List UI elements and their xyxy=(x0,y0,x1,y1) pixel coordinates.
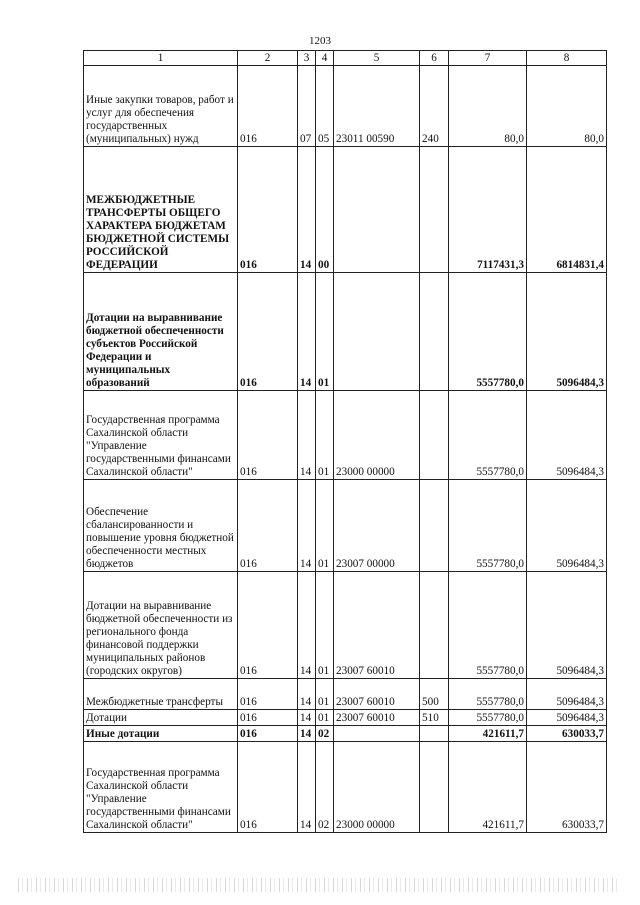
row-cell-8: 630033,7 xyxy=(527,742,607,833)
table-row xyxy=(84,679,607,710)
row-cell-7: 5557780,0 xyxy=(449,710,527,726)
header-cell: 7 xyxy=(449,51,527,66)
table-row xyxy=(84,726,607,742)
row-cell-6 xyxy=(420,742,449,833)
row-cell-3: 07 xyxy=(298,66,316,147)
row-cell-6: 240 xyxy=(420,66,449,147)
row-cell-4: 01 xyxy=(316,572,334,679)
row-cell-2: 016 xyxy=(238,480,298,572)
row-cell-7: 421611,7 xyxy=(449,726,527,742)
row-cell-2: 016 xyxy=(238,147,298,273)
table-row xyxy=(84,273,607,391)
row-cell-8: 630033,7 xyxy=(527,726,607,742)
row-cell-6 xyxy=(420,391,449,480)
row-cell-2: 016 xyxy=(238,726,298,742)
table-row xyxy=(84,391,607,480)
row-name-cell: Дотации xyxy=(84,710,238,726)
header-cell: 4 xyxy=(316,51,334,66)
budget-table xyxy=(83,50,607,833)
row-cell-4: 01 xyxy=(316,273,334,391)
row-cell-6 xyxy=(420,726,449,742)
row-name-cell: Иные дотации xyxy=(84,726,238,742)
row-name-cell: Межбюджетные трансферты xyxy=(84,679,238,710)
row-cell-4: 02 xyxy=(316,726,334,742)
row-cell-4: 01 xyxy=(316,391,334,480)
row-cell-2: 016 xyxy=(238,710,298,726)
row-cell-3: 14 xyxy=(298,391,316,480)
row-cell-5: 23000 00000 xyxy=(334,742,420,833)
header-cell: 2 xyxy=(238,51,298,66)
row-name-cell: Обеспечение сбалансированности и повышение уровня бюджетной обеспеченности местных бюджетов xyxy=(84,480,238,572)
row-cell-3: 14 xyxy=(298,147,316,273)
row-name-cell: Иные закупки товаров, работ и услуг для обеспечения государственных (муниципальных) нужд xyxy=(84,66,238,147)
row-cell-2: 016 xyxy=(238,273,298,391)
row-cell-2: 016 xyxy=(238,391,298,480)
row-cell-7: 421611,7 xyxy=(449,742,527,833)
row-cell-6 xyxy=(420,273,449,391)
row-cell-7: 80,0 xyxy=(449,66,527,147)
row-cell-5: 23007 60010 xyxy=(334,572,420,679)
row-cell-2: 016 xyxy=(238,572,298,679)
row-cell-4: 05 xyxy=(316,66,334,147)
row-cell-7: 5557780,0 xyxy=(449,480,527,572)
row-cell-6 xyxy=(420,147,449,273)
row-cell-8: 5096484,3 xyxy=(527,391,607,480)
row-cell-6: 510 xyxy=(420,710,449,726)
row-cell-3: 14 xyxy=(298,273,316,391)
row-cell-3: 14 xyxy=(298,726,316,742)
table-row xyxy=(84,480,607,572)
row-cell-8: 5096484,3 xyxy=(527,679,607,710)
header-cell: 6 xyxy=(420,51,449,66)
table-header-row xyxy=(84,51,607,66)
row-cell-2: 016 xyxy=(238,679,298,710)
row-cell-7: 5557780,0 xyxy=(449,273,527,391)
row-cell-4: 01 xyxy=(316,710,334,726)
row-cell-7: 5557780,0 xyxy=(449,572,527,679)
row-cell-7: 5557780,0 xyxy=(449,391,527,480)
row-cell-5: 23011 00590 xyxy=(334,66,420,147)
table-row xyxy=(84,572,607,679)
row-cell-3: 14 xyxy=(298,710,316,726)
row-cell-5: 23000 00000 xyxy=(334,391,420,480)
row-cell-4: 01 xyxy=(316,679,334,710)
table-row xyxy=(84,710,607,726)
row-cell-3: 14 xyxy=(298,480,316,572)
row-name-cell: Дотации на выравнивание бюджетной обеспеченности из регионального фонда финансовой поддержки муниципальных районов (городских округов) xyxy=(84,572,238,679)
row-name-cell: Государственная программа Сахалинской области "Управление государственными финансами Сахалинской области" xyxy=(84,391,238,480)
row-cell-7: 5557780,0 xyxy=(449,679,527,710)
table-row xyxy=(84,147,607,273)
row-cell-3: 14 xyxy=(298,742,316,833)
row-cell-5: 23007 60010 xyxy=(334,679,420,710)
row-cell-8: 5096484,3 xyxy=(527,480,607,572)
row-cell-3: 14 xyxy=(298,679,316,710)
row-cell-5 xyxy=(334,147,420,273)
row-cell-7: 7117431,3 xyxy=(449,147,527,273)
row-cell-8: 5096484,3 xyxy=(527,710,607,726)
row-cell-5: 23007 60010 xyxy=(334,710,420,726)
table-row xyxy=(84,742,607,833)
row-cell-2: 016 xyxy=(238,742,298,833)
row-cell-4: 00 xyxy=(316,147,334,273)
row-cell-4: 01 xyxy=(316,480,334,572)
row-cell-3: 14 xyxy=(298,572,316,679)
scan-noise xyxy=(18,878,618,892)
header-cell: 5 xyxy=(334,51,420,66)
table-row xyxy=(84,66,607,147)
row-cell-8: 5096484,3 xyxy=(527,273,607,391)
header-cell: 3 xyxy=(298,51,316,66)
row-name-cell: Государственная программа Сахалинской области "Управление государственными финансами Сахалинской области" xyxy=(84,742,238,833)
header-cell: 1 xyxy=(84,51,238,66)
page-number: 1203 xyxy=(309,35,331,47)
row-name-cell: МЕЖБЮДЖЕТНЫЕ ТРАНСФЕРТЫ ОБЩЕГО ХАРАКТЕРА БЮДЖЕТАМ БЮДЖЕТНОЙ СИСТЕМЫ РОССИЙСКОЙ ФЕДЕРАЦИИ xyxy=(84,147,238,273)
row-cell-6 xyxy=(420,572,449,679)
row-cell-8: 80,0 xyxy=(527,66,607,147)
row-cell-2: 016 xyxy=(238,66,298,147)
row-cell-4: 02 xyxy=(316,742,334,833)
row-cell-8: 5096484,3 xyxy=(527,572,607,679)
row-cell-8: 6814831,4 xyxy=(527,147,607,273)
row-cell-5: 23007 00000 xyxy=(334,480,420,572)
row-cell-6 xyxy=(420,480,449,572)
header-cell: 8 xyxy=(527,51,607,66)
row-cell-6: 500 xyxy=(420,679,449,710)
row-cell-5 xyxy=(334,273,420,391)
row-name-cell: Дотации на выравнивание бюджетной обеспеченности субъектов Российской Федерации и муниципальных образований xyxy=(84,273,238,391)
row-cell-5 xyxy=(334,726,420,742)
